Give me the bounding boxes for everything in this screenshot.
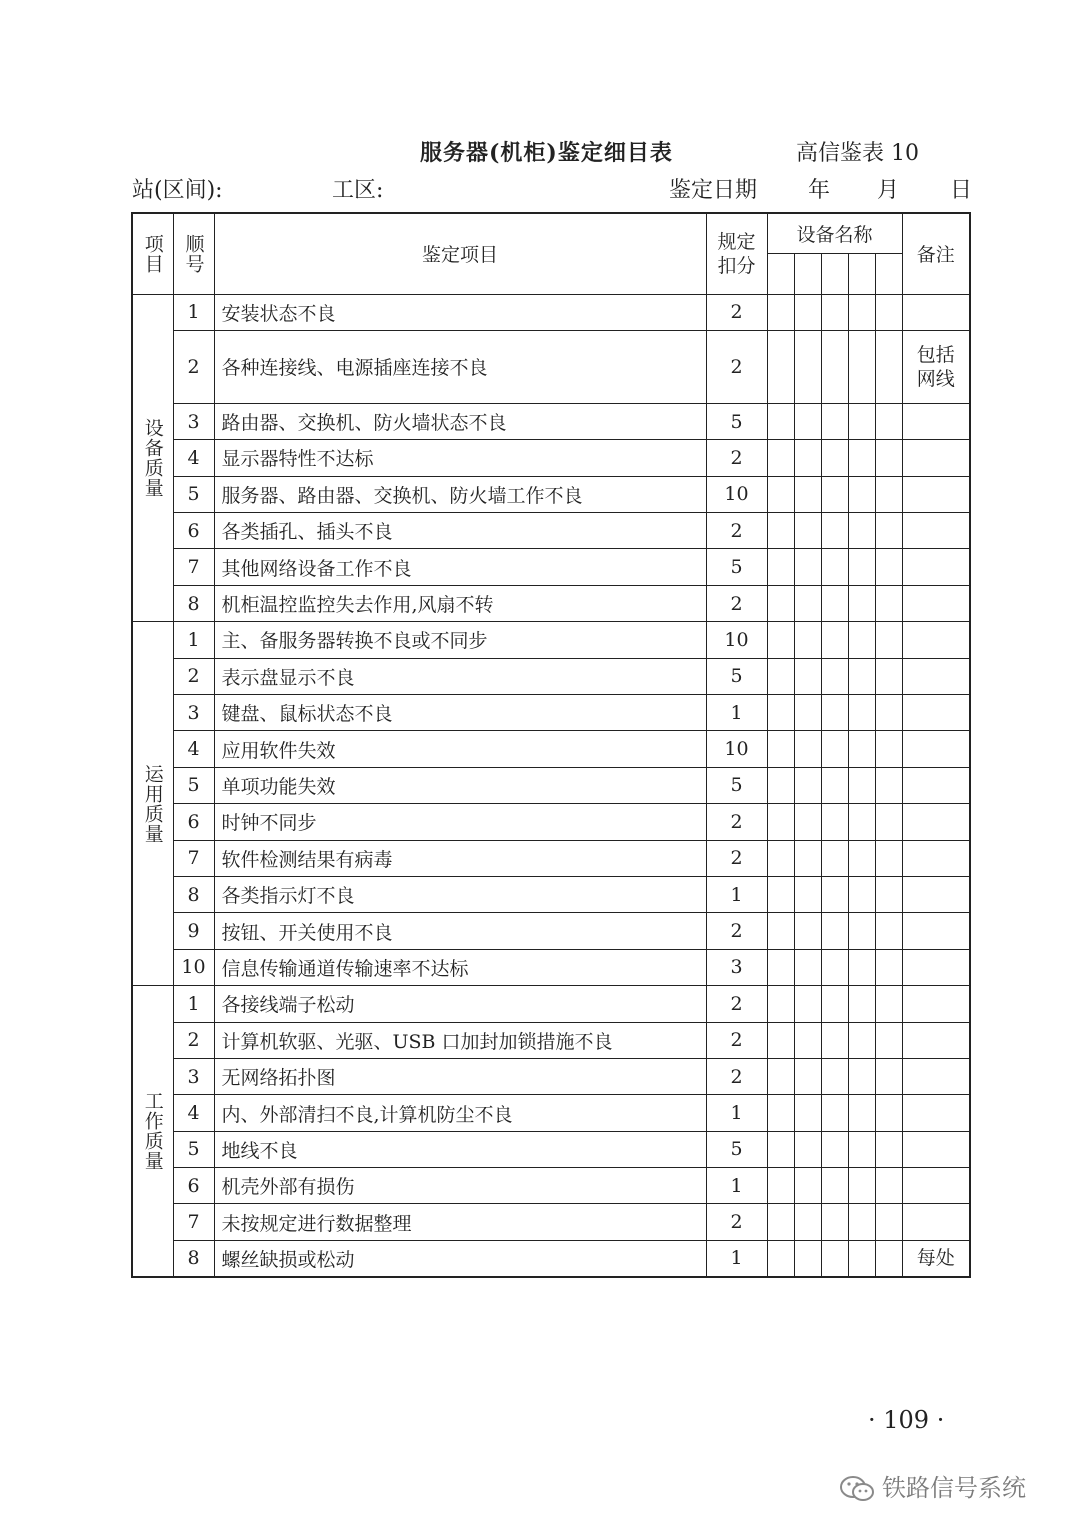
row-points: 3 — [706, 949, 767, 985]
table-row — [132, 1240, 970, 1276]
row-remark[interactable] — [902, 658, 970, 694]
device-cell[interactable] — [875, 731, 902, 767]
row-number: 3 — [173, 1058, 214, 1094]
row-item: 计算机软驱、光驱、USB 口加封加锁措施不良 — [214, 1022, 706, 1058]
row-item: 键盘、鼠标状态不良 — [214, 695, 706, 731]
table-row — [132, 330, 970, 403]
table-row — [132, 403, 970, 439]
device-cell[interactable] — [821, 1022, 848, 1058]
device-cell[interactable] — [767, 658, 794, 694]
row-number: 1 — [173, 294, 214, 330]
device-cell[interactable] — [875, 585, 902, 621]
device-cell[interactable] — [767, 913, 794, 949]
row-number: 3 — [173, 403, 214, 439]
device-cell[interactable] — [794, 840, 821, 876]
device-cell[interactable] — [821, 1204, 848, 1240]
device-cell[interactable] — [875, 1058, 902, 1094]
row-number: 6 — [173, 804, 214, 840]
table-row — [132, 1168, 970, 1204]
date-label: 鉴定日期 — [669, 178, 758, 203]
device-cell[interactable] — [848, 658, 875, 694]
device-cell[interactable] — [848, 1240, 875, 1276]
row-item: 无网络拓扑图 — [214, 1058, 706, 1094]
device-cell[interactable] — [821, 840, 848, 876]
device-cell[interactable] — [848, 1022, 875, 1058]
table-row — [132, 876, 970, 912]
group-name: 设备质量 — [132, 294, 173, 622]
row-item: 服务器、路由器、交换机、防火墙工作不良 — [214, 476, 706, 512]
device-cell[interactable] — [821, 913, 848, 949]
row-number: 8 — [173, 585, 214, 621]
row-points: 2 — [706, 585, 767, 621]
device-cell[interactable] — [875, 840, 902, 876]
table-row — [132, 622, 970, 658]
page-number: · 109 · — [868, 1406, 945, 1434]
device-cell[interactable] — [794, 585, 821, 621]
device-cell[interactable] — [875, 767, 902, 803]
appraisal-table — [131, 212, 971, 1278]
row-item: 各类插孔、插头不良 — [214, 513, 706, 549]
row-remark[interactable] — [902, 622, 970, 658]
row-number: 9 — [173, 913, 214, 949]
device-cell[interactable] — [875, 949, 902, 985]
row-number: 5 — [173, 767, 214, 803]
device-col — [767, 253, 794, 294]
table-row — [132, 1095, 970, 1131]
row-number: 8 — [173, 1240, 214, 1276]
device-cell[interactable] — [875, 1168, 902, 1204]
device-cell[interactable] — [848, 1131, 875, 1167]
row-remark[interactable] — [902, 294, 970, 330]
device-cell[interactable] — [821, 1168, 848, 1204]
header-seq: 顺号 — [173, 213, 214, 294]
device-cell[interactable] — [821, 876, 848, 912]
row-points: 1 — [706, 695, 767, 731]
table-row — [132, 1204, 970, 1240]
row-number: 3 — [173, 695, 214, 731]
device-cell[interactable] — [848, 804, 875, 840]
row-number: 8 — [173, 876, 214, 912]
device-cell[interactable] — [821, 986, 848, 1022]
device-col — [794, 253, 821, 294]
table-row — [132, 476, 970, 512]
row-remark[interactable] — [902, 731, 970, 767]
day-label: 日 — [950, 178, 973, 203]
device-cell[interactable] — [875, 549, 902, 585]
row-number: 5 — [173, 1131, 214, 1167]
row-number: 7 — [173, 549, 214, 585]
device-cell[interactable] — [767, 513, 794, 549]
row-points: 5 — [706, 658, 767, 694]
device-cell[interactable] — [848, 549, 875, 585]
device-cell[interactable] — [767, 840, 794, 876]
table-row — [132, 695, 970, 731]
device-cell[interactable] — [848, 403, 875, 439]
device-cell[interactable] — [848, 513, 875, 549]
row-points: 5 — [706, 1131, 767, 1167]
row-remark[interactable] — [902, 986, 970, 1022]
table-row — [132, 1131, 970, 1167]
device-cell[interactable] — [875, 513, 902, 549]
device-cell[interactable] — [794, 949, 821, 985]
device-cell[interactable] — [848, 840, 875, 876]
device-cell[interactable] — [848, 767, 875, 803]
device-cell[interactable] — [875, 1131, 902, 1167]
device-cell[interactable] — [848, 330, 875, 403]
year-label: 年 — [808, 178, 831, 203]
table-row — [132, 986, 970, 1022]
row-item: 安装状态不良 — [214, 294, 706, 330]
row-points: 1 — [706, 1168, 767, 1204]
device-cell[interactable] — [794, 1168, 821, 1204]
header-remark: 备注 — [902, 213, 970, 294]
row-item: 单项功能失效 — [214, 767, 706, 803]
device-col — [848, 253, 875, 294]
device-cell[interactable] — [794, 403, 821, 439]
row-item: 路由器、交换机、防火墙状态不良 — [214, 403, 706, 439]
row-remark[interactable] — [902, 330, 970, 403]
row-remark[interactable] — [902, 1240, 970, 1276]
row-item: 未按规定进行数据整理 — [214, 1204, 706, 1240]
device-cell[interactable] — [794, 986, 821, 1022]
device-cell[interactable] — [848, 876, 875, 912]
device-cell[interactable] — [821, 294, 848, 330]
row-points: 10 — [706, 622, 767, 658]
row-points: 2 — [706, 1204, 767, 1240]
device-cell[interactable] — [821, 585, 848, 621]
row-remark[interactable] — [902, 476, 970, 512]
device-cell[interactable] — [821, 658, 848, 694]
device-cell[interactable] — [821, 403, 848, 439]
device-cell[interactable] — [794, 804, 821, 840]
table-row — [132, 513, 970, 549]
device-cell[interactable] — [767, 440, 794, 476]
device-cell[interactable] — [767, 876, 794, 912]
device-cell[interactable] — [875, 804, 902, 840]
device-cell[interactable] — [821, 440, 848, 476]
row-remark[interactable] — [902, 1095, 970, 1131]
row-item: 机柜温控监控失去作用,风扇不转 — [214, 585, 706, 621]
row-points: 2 — [706, 913, 767, 949]
device-cell[interactable] — [767, 549, 794, 585]
device-cell[interactable] — [848, 440, 875, 476]
row-remark[interactable] — [902, 695, 970, 731]
row-points: 1 — [706, 876, 767, 912]
row-remark[interactable] — [902, 1058, 970, 1094]
device-cell[interactable] — [767, 1095, 794, 1131]
table-row — [132, 913, 970, 949]
row-item: 螺丝缺损或松动 — [214, 1240, 706, 1276]
device-cell[interactable] — [875, 330, 902, 403]
device-cell[interactable] — [875, 695, 902, 731]
device-cell[interactable] — [848, 294, 875, 330]
station-line — [132, 173, 972, 205]
row-number: 2 — [173, 1022, 214, 1058]
row-points: 2 — [706, 294, 767, 330]
device-cell[interactable] — [794, 1131, 821, 1167]
row-number: 2 — [173, 330, 214, 403]
device-cell[interactable] — [794, 330, 821, 403]
device-cell[interactable] — [821, 1240, 848, 1276]
device-cell[interactable] — [875, 1240, 902, 1276]
workarea-label: 工区: — [332, 178, 384, 203]
device-cell[interactable] — [767, 767, 794, 803]
row-points: 2 — [706, 330, 767, 403]
page-title: 服务器(机柜)鉴定细目表 — [420, 140, 673, 166]
device-col — [875, 253, 902, 294]
device-cell[interactable] — [767, 986, 794, 1022]
header-project: 项目 — [132, 213, 173, 294]
device-cell[interactable] — [848, 1168, 875, 1204]
row-item: 各类指示灯不良 — [214, 876, 706, 912]
row-item: 按钮、开关使用不良 — [214, 913, 706, 949]
device-cell[interactable] — [767, 949, 794, 985]
row-item: 时钟不同步 — [214, 804, 706, 840]
row-points: 2 — [706, 1058, 767, 1094]
row-number: 7 — [173, 840, 214, 876]
wechat-icon — [838, 1474, 876, 1504]
device-cell[interactable] — [794, 767, 821, 803]
device-cell[interactable] — [821, 767, 848, 803]
device-cell[interactable] — [794, 513, 821, 549]
device-cell[interactable] — [767, 804, 794, 840]
device-cell[interactable] — [875, 294, 902, 330]
row-points: 2 — [706, 513, 767, 549]
device-cell[interactable] — [875, 876, 902, 912]
device-cell[interactable] — [794, 913, 821, 949]
remark-text: 包括网线 — [916, 343, 955, 390]
remark-text: 每处 — [916, 1247, 955, 1270]
row-remark[interactable] — [902, 876, 970, 912]
device-cell[interactable] — [794, 695, 821, 731]
table-row — [132, 294, 970, 330]
row-points: 5 — [706, 767, 767, 803]
device-cell[interactable] — [848, 622, 875, 658]
month-label: 月 — [877, 178, 900, 203]
device-cell[interactable] — [821, 731, 848, 767]
row-remark[interactable] — [902, 1168, 970, 1204]
device-cell[interactable] — [794, 1240, 821, 1276]
row-number: 4 — [173, 731, 214, 767]
device-cell[interactable] — [767, 1131, 794, 1167]
row-points: 1 — [706, 1095, 767, 1131]
station-label: 站(区间): — [132, 178, 223, 203]
row-number: 5 — [173, 476, 214, 512]
table-row — [132, 585, 970, 621]
device-cell[interactable] — [767, 476, 794, 512]
device-cell[interactable] — [767, 622, 794, 658]
device-cell[interactable] — [875, 622, 902, 658]
device-cell[interactable] — [848, 476, 875, 512]
device-cell[interactable] — [794, 1204, 821, 1240]
row-number: 6 — [173, 1168, 214, 1204]
row-remark[interactable] — [902, 1022, 970, 1058]
row-number: 1 — [173, 986, 214, 1022]
device-cell[interactable] — [767, 294, 794, 330]
row-remark[interactable] — [902, 949, 970, 985]
device-cell[interactable] — [875, 440, 902, 476]
row-number: 2 — [173, 658, 214, 694]
row-points: 2 — [706, 840, 767, 876]
table-row — [132, 840, 970, 876]
device-cell[interactable] — [767, 1058, 794, 1094]
table-row — [132, 1058, 970, 1094]
row-points: 5 — [706, 549, 767, 585]
row-item: 信息传输通道传输速率不达标 — [214, 949, 706, 985]
header-item: 鉴定项目 — [214, 213, 706, 294]
device-cell[interactable] — [767, 1168, 794, 1204]
row-remark[interactable] — [902, 767, 970, 803]
device-cell[interactable] — [848, 731, 875, 767]
group-name: 运用质量 — [132, 622, 173, 986]
device-cell[interactable] — [821, 695, 848, 731]
device-cell[interactable] — [794, 476, 821, 512]
device-cell[interactable] — [767, 731, 794, 767]
table-row — [132, 1022, 970, 1058]
row-number: 4 — [173, 440, 214, 476]
row-item: 应用软件失效 — [214, 731, 706, 767]
device-cell[interactable] — [848, 1058, 875, 1094]
device-cell[interactable] — [875, 476, 902, 512]
device-cell[interactable] — [848, 1204, 875, 1240]
device-cell[interactable] — [821, 622, 848, 658]
device-cell[interactable] — [875, 1095, 902, 1131]
device-cell[interactable] — [848, 585, 875, 621]
row-remark[interactable] — [902, 840, 970, 876]
device-cell[interactable] — [821, 1058, 848, 1094]
device-cell[interactable] — [794, 1058, 821, 1094]
header-device: 设备名称 — [767, 213, 902, 253]
row-remark[interactable] — [902, 440, 970, 476]
device-cell[interactable] — [794, 731, 821, 767]
row-item: 各接线端子松动 — [214, 986, 706, 1022]
device-cell[interactable] — [794, 294, 821, 330]
row-item: 各种连接线、电源插座连接不良 — [214, 330, 706, 403]
device-cell[interactable] — [875, 1022, 902, 1058]
table-row — [132, 731, 970, 767]
group-name: 工作质量 — [132, 986, 173, 1277]
device-cell[interactable] — [875, 658, 902, 694]
device-cell[interactable] — [821, 949, 848, 985]
table-row — [132, 549, 970, 585]
header-deduct: 规定扣分 — [706, 213, 767, 294]
device-cell[interactable] — [821, 513, 848, 549]
row-number: 7 — [173, 1204, 214, 1240]
device-cell[interactable] — [794, 622, 821, 658]
device-cell[interactable] — [875, 913, 902, 949]
device-cell[interactable] — [875, 403, 902, 439]
device-cell[interactable] — [821, 476, 848, 512]
row-points: 2 — [706, 804, 767, 840]
row-item: 地线不良 — [214, 1131, 706, 1167]
row-item: 其他网络设备工作不良 — [214, 549, 706, 585]
row-item: 软件检测结果有病毒 — [214, 840, 706, 876]
row-remark[interactable] — [902, 1131, 970, 1167]
device-cell[interactable] — [848, 1095, 875, 1131]
device-col — [821, 253, 848, 294]
device-cell[interactable] — [794, 1095, 821, 1131]
device-cell[interactable] — [848, 695, 875, 731]
row-points: 10 — [706, 731, 767, 767]
row-number: 1 — [173, 622, 214, 658]
device-cell[interactable] — [821, 1131, 848, 1167]
device-cell[interactable] — [821, 549, 848, 585]
device-cell[interactable] — [767, 1240, 794, 1276]
row-remark[interactable] — [902, 403, 970, 439]
row-number: 10 — [173, 949, 214, 985]
table-row — [132, 658, 970, 694]
device-cell[interactable] — [875, 1204, 902, 1240]
row-item: 主、备服务器转换不良或不同步 — [214, 622, 706, 658]
row-points: 1 — [706, 1240, 767, 1276]
device-cell[interactable] — [767, 1204, 794, 1240]
device-cell[interactable] — [794, 1022, 821, 1058]
table-row — [132, 767, 970, 803]
device-cell[interactable] — [767, 585, 794, 621]
device-cell[interactable] — [767, 403, 794, 439]
form-number: 高信鉴表 10 — [796, 141, 919, 166]
row-remark[interactable] — [902, 549, 970, 585]
row-points: 2 — [706, 986, 767, 1022]
row-item: 内、外部清扫不良,计算机防尘不良 — [214, 1095, 706, 1131]
row-item: 机壳外部有损伤 — [214, 1168, 706, 1204]
device-cell[interactable] — [794, 549, 821, 585]
device-cell[interactable] — [767, 1022, 794, 1058]
row-points: 10 — [706, 476, 767, 512]
row-remark[interactable] — [902, 913, 970, 949]
table-row — [132, 440, 970, 476]
table-row — [132, 949, 970, 985]
row-points: 5 — [706, 403, 767, 439]
watermark-text: 铁路信号系统 — [882, 1474, 1026, 1502]
device-cell[interactable] — [848, 913, 875, 949]
device-cell[interactable] — [875, 986, 902, 1022]
row-remark[interactable] — [902, 1204, 970, 1240]
row-remark[interactable] — [902, 804, 970, 840]
table-row — [132, 804, 970, 840]
row-remark[interactable] — [902, 585, 970, 621]
row-number: 4 — [173, 1095, 214, 1131]
device-cell[interactable] — [848, 986, 875, 1022]
row-points: 2 — [706, 440, 767, 476]
row-number: 6 — [173, 513, 214, 549]
device-cell[interactable] — [821, 1095, 848, 1131]
device-cell[interactable] — [794, 440, 821, 476]
device-cell[interactable] — [794, 876, 821, 912]
row-points: 2 — [706, 1022, 767, 1058]
row-remark[interactable] — [902, 513, 970, 549]
device-cell[interactable] — [767, 695, 794, 731]
watermark — [838, 1468, 1026, 1504]
row-item: 表示盘显示不良 — [214, 658, 706, 694]
device-cell[interactable] — [767, 330, 794, 403]
device-cell[interactable] — [794, 658, 821, 694]
device-cell[interactable] — [821, 804, 848, 840]
device-cell[interactable] — [848, 949, 875, 985]
device-cell[interactable] — [821, 330, 848, 403]
row-item: 显示器特性不达标 — [214, 440, 706, 476]
